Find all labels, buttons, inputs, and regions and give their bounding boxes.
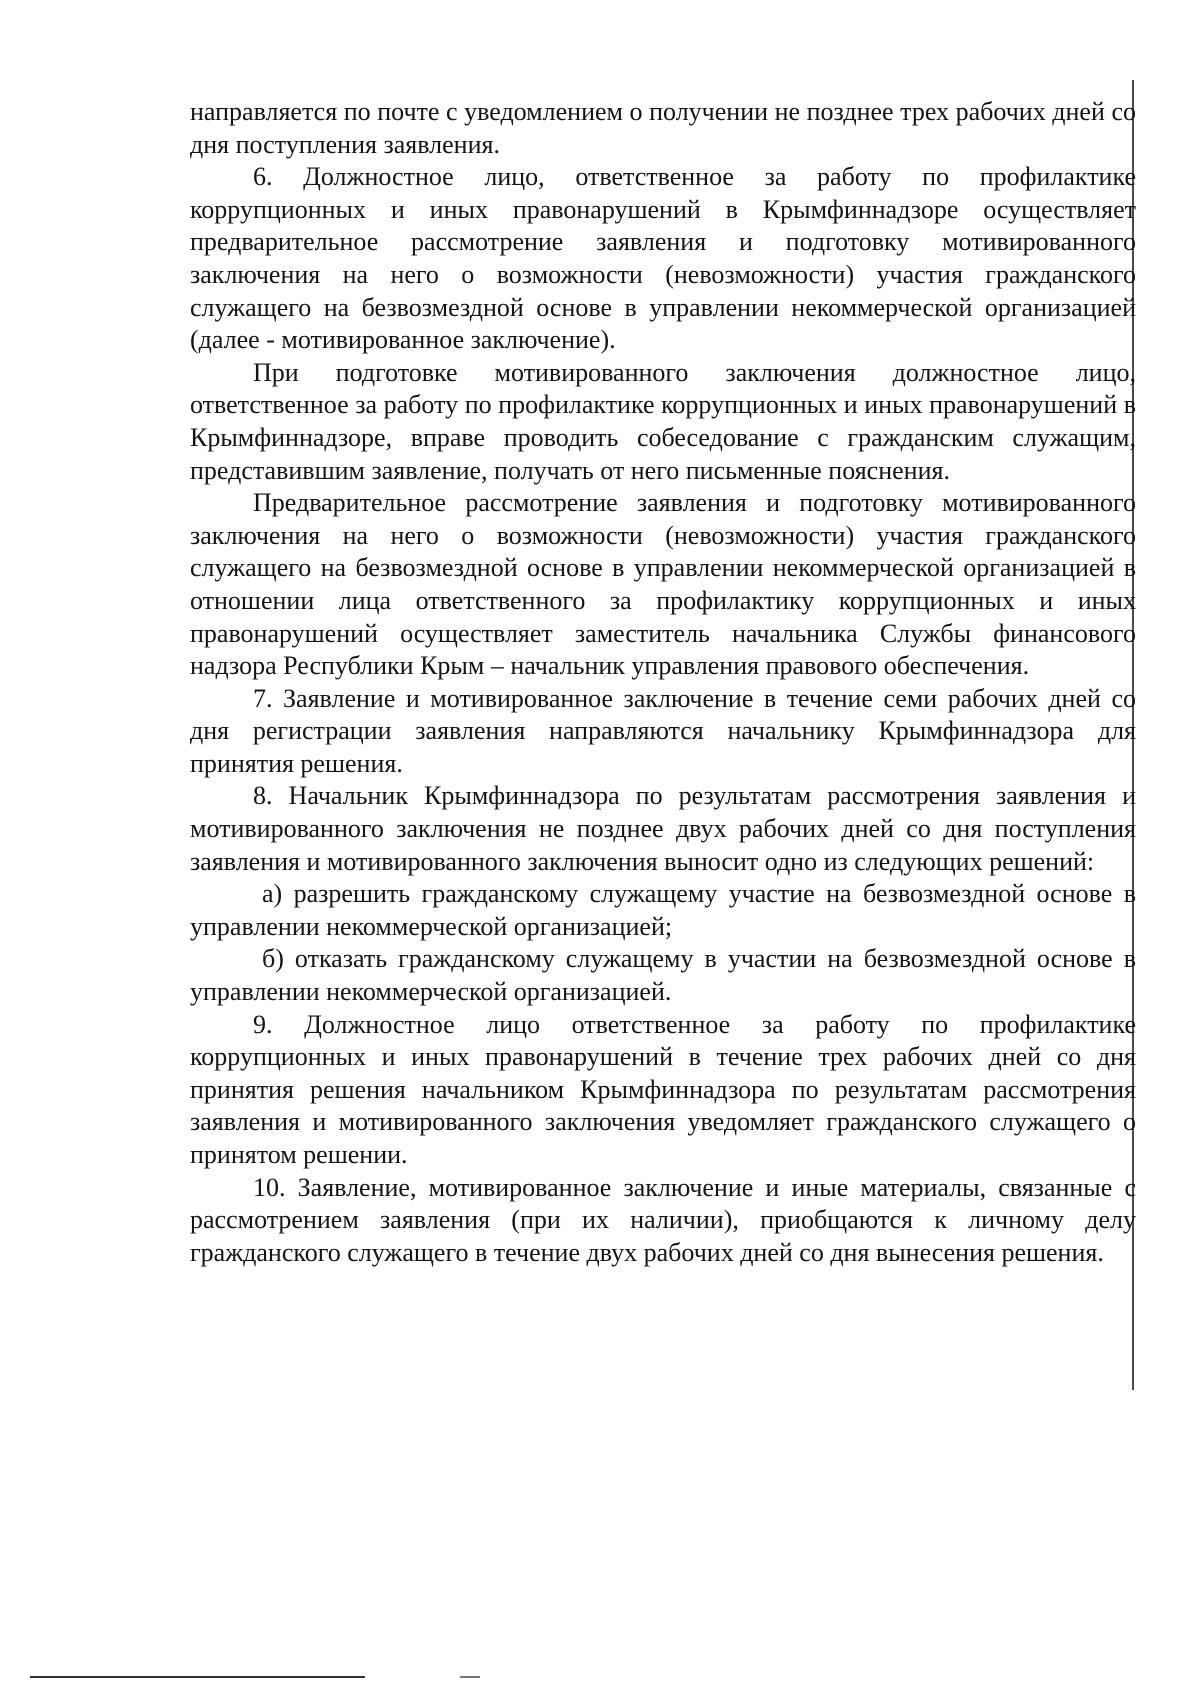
paragraph-decision-a: а) разрешить гражданскому служащему участие на безвозмездной основе в управлении некоммерческой организацией; xyxy=(190,879,1136,941)
paragraph-item-10: 10. Заявление, мотивированное заключение и иные материалы, связанные с рассмотрением заявления (при их наличии), приобщаются к личному делу гражданского служащего в течение двух рабочих дней со дня вынесения решения. xyxy=(190,1172,1136,1267)
paragraph-item-7: 7. Заявление и мотивированное заключение в течение семи рабочих дней со дня регистрации заявления направляются начальнику Крымфиннадзора для принятия решения. xyxy=(190,683,1136,778)
paragraph-interview: При подготовке мотивированного заключения должностное лицо, ответственное за работу по профилактике коррупционных и иных правонарушений в Крымфиннадзоре, вправе проводить собеседование с гражданским служащим, представившим заявление, получать от него письменные пояснения. xyxy=(190,357,1136,485)
document-body xyxy=(190,96,1136,1269)
paragraph-item-8: 8. Начальник Крымфиннадзора по результатам рассмотрения заявления и мотивированного заключения не позднее двух рабочих дней со дня поступления заявления и мотивированного заключения выносит одно из следующих решений: xyxy=(190,781,1136,876)
paragraph-decision-b: б) отказать гражданскому служащему в участии на безвозмездной основе в управлении некоммерческой организацией. xyxy=(190,944,1136,1007)
footer-rule-short xyxy=(460,1676,480,1678)
paragraph-item-6: 6. Должностное лицо, ответственное за работу по профилактике коррупционных и иных правонарушений в Крымфиннадзоре осуществляет предварительное рассмотрение заявления и подготовку мотивированного заключения на него о возможности (невозможности) участия гражданского служащего на безвозмездной основе в управлении некоммерческой организацией (далее - мотивированное заключение). xyxy=(190,162,1136,355)
paragraph-preliminary-review: Предварительное рассмотрение заявления и подготовку мотивированного заключения на него о возможности (невозможности) участия гражданского служащего на безвозмездной основе в управлении некоммерческой организацией в отношении лица ответственного за профилактику коррупционных и иных правонарушений осуществляет заместитель начальника Службы финансового надзора Республики Крым – начальник управления правового обеспечения. xyxy=(190,488,1136,681)
paragraph-continuation: направляется по почте с уведомлением о получении не позднее трех рабочих дней со дня поступления заявления. xyxy=(190,97,1136,159)
paragraph-item-9: 9. Должностное лицо ответственное за работу по профилактике коррупционных и иных правонарушений в течение трех рабочих дней со дня принятия решения начальником Крымфиннадзора по результатам рассмотрения заявления и мотивированного заключения уведомляет гражданского служащего о принятом решении. xyxy=(190,1009,1136,1169)
footer-rule xyxy=(30,1676,365,1678)
